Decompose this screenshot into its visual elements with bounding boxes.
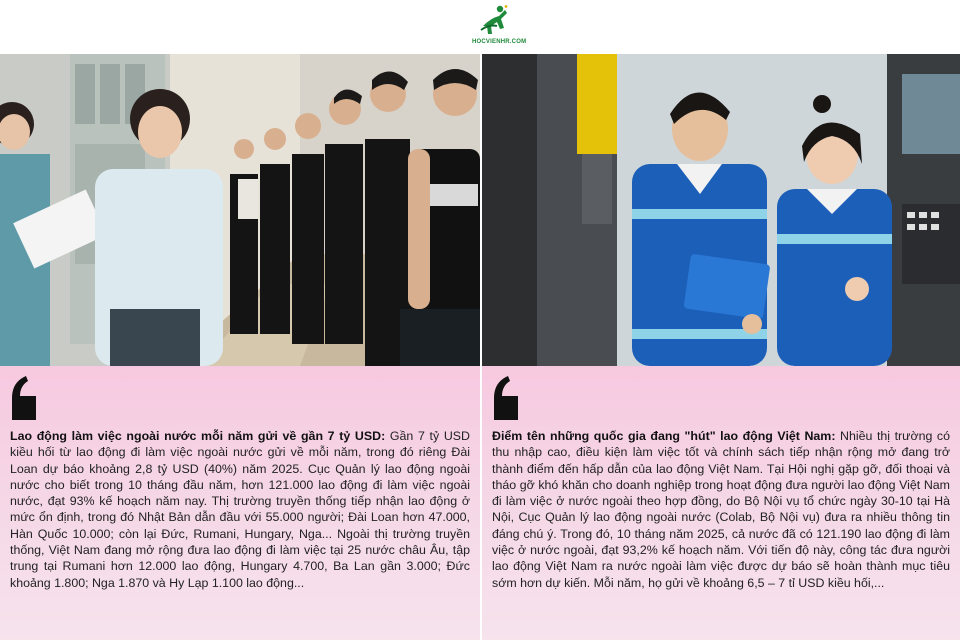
hocvienhr-logo[interactable]: [472, 4, 527, 50]
left-post-panel: [0, 54, 480, 640]
top-bar: [0, 0, 960, 54]
right-article-text: [492, 428, 950, 591]
right-article-heading: Điểm tên những quốc gia đang "hút" lao động Việt Nam:: [492, 429, 836, 443]
right-photo-technicians: [482, 54, 960, 366]
quote-mark-icon: [492, 376, 520, 420]
right-article-body: Nhiều thị trường có thu nhập cao, điều kiện làm việc tốt và chính sách tiếp nhận rộng mở đang trở thành điểm đến hấp dẫn của lao động Việt Nam. Tại Hội nghị gặp gỡ, đối thoại và tháo gỡ khó khăn cho doanh nghiệp trong hoạt động đưa người lao động Việt Nam đi làm việc ở nước ngoài theo hợp đồng, do Bộ Nội vụ tổ chức ngày 30-10 tại Hà Nội, Cục Quản lý lao động ngoài nước (Colab, Bộ Nội vụ) đưa ra nhiều thông tin đáng chú ý. Trong đó, 10 tháng năm 2025, cả nước đã có 121.190 lao động đi làm việc ở nước ngoài, đạt 93,2% kế hoạch năm. Với tiến độ này, công tác đưa người lao động Việt Nam ra nước ngoài làm việc được dự báo sẽ hoàn thành mục tiêu sớm hơn dự kiến. Mỗi năm, họ gửi về khoảng 6,5 – 7 tỉ USD kiều hối,...: [492, 429, 951, 590]
left-article-body: Gần 7 tỷ USD kiều hối từ lao động đi làm việc ngoài nước gửi về mỗi năm, trong đó riêng Đài Loan dự báo khoảng 2,8 tỷ USD (40%) năm 2025. Cục Quản lý lao động ngoài nước cho biết trong 10 tháng đầu năm, hơn 121.000 lao động đi làm việc ngoài nước, đạt 93% kế hoạch năm nay. Thị trường truyền thống tiếp nhận lao động ở mức ổn định, trong đó Nhật Bản dẫn đầu với 55.000 người; Đài Loan hơn 47.000, Hàn Quốc 10.000; còn lại Đức, Rumani, Hungary, Nga... Ngoài thị trường truyền thống, Việt Nam đang mở rộng đưa lao động đi làm việc tại 25 nước châu Âu, tập trung tại Rumani hơn 12.000 lao động, Hungary 4.700, Ba Lan gần 3.000; Đức khoảng 1.800; Nga 1.870 và Hy Lạp 1.100 lao động...: [10, 429, 470, 590]
logo-text: HOCVIENHR.COM: [472, 39, 527, 45]
left-article-text: [10, 428, 470, 591]
left-text-card: [0, 366, 480, 640]
right-post-panel: [482, 54, 960, 640]
quote-mark-icon: [10, 376, 38, 420]
runner-logo-icon: [479, 4, 513, 38]
left-photo-workers-queue: [0, 54, 480, 366]
right-text-card: [482, 366, 960, 640]
left-article-heading: Lao động làm việc ngoài nước mỗi năm gửi về gần 7 tỷ USD:: [10, 429, 386, 443]
